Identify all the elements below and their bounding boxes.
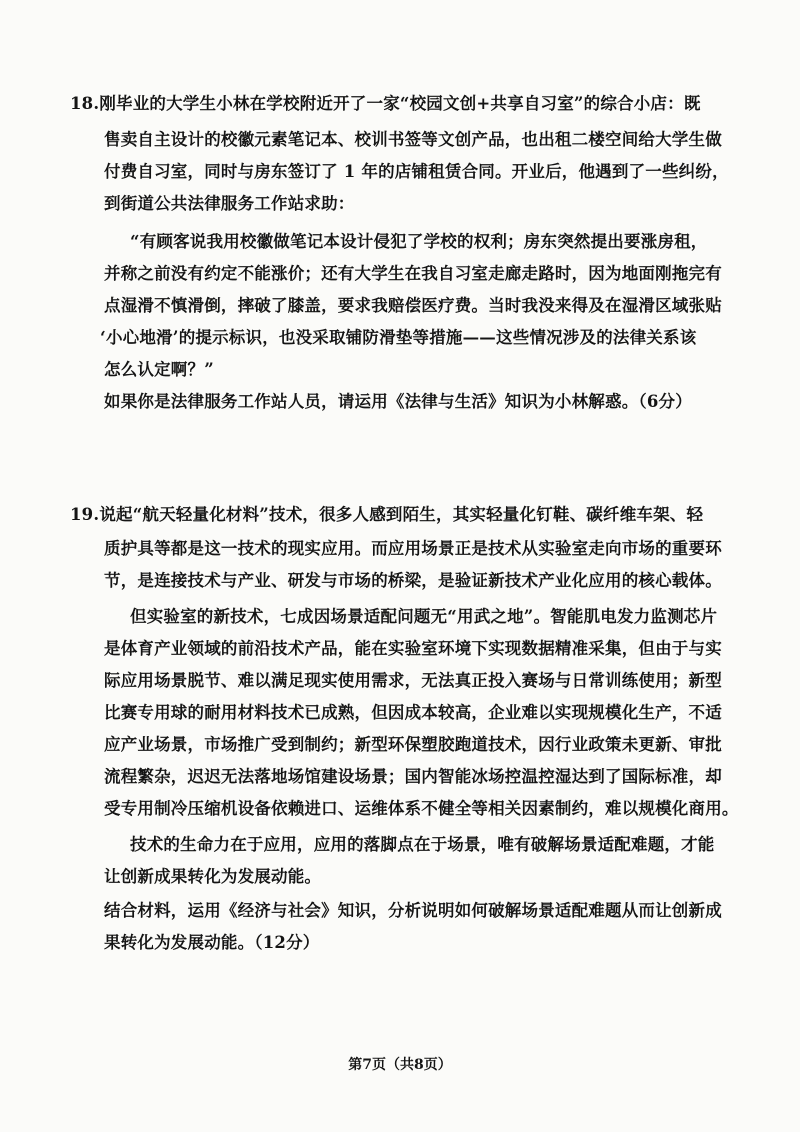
question-19-line-5: 是体育产业领域的前沿技术产品，能在实验室环境下实现数据精准采集，但由于与实 — [104, 639, 722, 658]
question-18-line-9: 怎么认定啊？” — [104, 360, 214, 379]
question-18-line-5: “有顾客说我用校徽做笔记本设计侵犯了学校的权利；房东突然提出要涨房租， — [130, 232, 708, 251]
question-19-line-6: 际应用场景脱节、难以满足现实使用需求，无法真正投入赛场与日常训练使用；新型 — [104, 671, 722, 690]
question-19-line-9: 流程繁杂，迟迟无法落地场馆建设场景；国内智能冰场控温控湿达到了国际标准，却 — [104, 767, 722, 786]
question-18-line-7: 点湿滑不慎滑倒，摔破了膝盖，要求我赔偿医疗费。当时我没来得及在湿滑区域张贴 — [104, 296, 722, 315]
question-18-line-6: 并称之前没有约定不能涨价；还有大学生在我自习室走廊走路时，因为地面刚拖完有 — [104, 264, 722, 283]
question-19-line-8: 应产业场景，市场推广受到制约；新型环保塑胶跑道技术，因行业政策未更新、审批 — [104, 735, 722, 754]
question-18-number: 18. — [70, 94, 100, 113]
question-19-line-4: 但实验室的新技术，七成因场景适配问题无“用武之地”。智能肌电发力监测芯片 — [130, 607, 718, 626]
question-19-line-11: 技术的生命力在于应用，应用的落脚点在于场景，唯有破解场景适配难题，才能 — [130, 835, 715, 854]
question-18-line-4: 到街道公共法律服务工作站求助： — [104, 194, 355, 213]
question-18-line-1: 18.刚毕业的大学生小林在学校附近开了一家“校园文创+共享自习室”的综合小店：既 — [70, 92, 701, 116]
question-19-line-2: 质护具等都是这一技术的现实应用。而应用场景正是技术从实验室走向市场的重要环 — [104, 539, 722, 558]
question-19-number: 19. — [70, 505, 100, 524]
question-18-line-10: 如果你是法律服务工作站人员，请运用《法律与生活》知识为小林解惑。（6分） — [104, 392, 692, 411]
page-number-footer: 第7页（共8页） — [348, 1057, 452, 1073]
question-19-line-10: 受专用制冷压缩机设备依赖进口、运维体系不健全等相关因素制约，难以规模化商用。 — [104, 799, 739, 818]
question-18-line-3: 付费自习室，同时与房东签订了 1 年的店铺租赁合同。开业后，他遇到了一些纠纷， — [104, 162, 729, 181]
question-19-line-12: 让创新成果转化为发展动能。 — [104, 867, 322, 886]
question-19-line-3: 节，是连接技术与产业、研发与市场的桥梁，是验证新技术产业化应用的核心载体。 — [104, 571, 722, 590]
question-19-line-7: 比赛专用球的耐用材料技术已成熟，但因成本较高，企业难以实现规模化生产，不适 — [104, 703, 722, 722]
question-18-line-8: ‘小心地滑’的提示标识，也没采取铺防滑垫等措施——这些情况涉及的法律关系该 — [100, 328, 697, 347]
question-19-line-14: 果转化为发展动能。（12分） — [104, 933, 320, 952]
question-18-line-2: 售卖自主设计的校徽元素笔记本、校训书签等文创产品，也出租二楼空间给大学生做 — [104, 130, 722, 149]
question-19-line-1: 19.说起“航天轻量化材料”技术，很多人感到陌生，其实轻量化钉鞋、碳纤维车架、轻 — [70, 503, 703, 527]
question-19-line-13: 结合材料，运用《经济与社会》知识，分析说明如何破解场景适配难题从而让创新成 — [104, 901, 722, 920]
